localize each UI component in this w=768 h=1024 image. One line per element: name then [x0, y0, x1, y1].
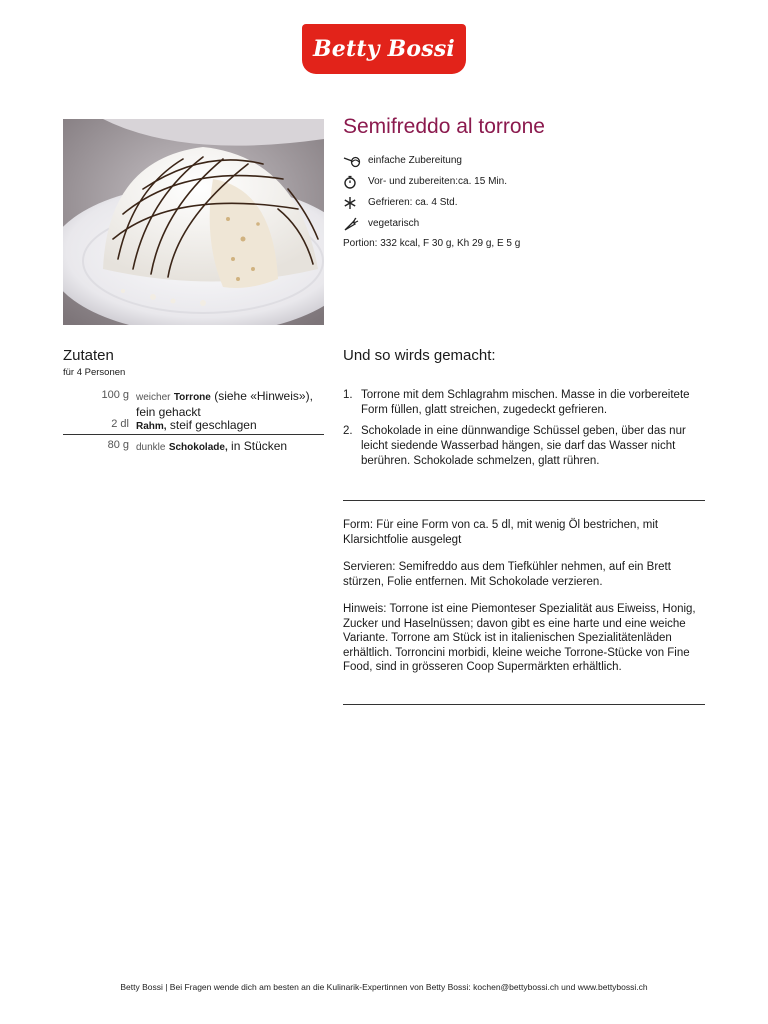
ingredient-desc — [136, 389, 332, 420]
whisk-icon — [343, 154, 361, 168]
info-freeze-time-text: Gefrieren: ca. 4 Std. — [368, 197, 458, 208]
note-text: Torrone ist eine Piemonteser Spezialität aus Eiweiss, Honig, Zucker und Haselnüssen; davon gibt es eine harte und eine weiche Variante. Torrone am Stück ist in italienischen Spezialitätenläden erhältlich. Torroncini morbidi, kleine weiche Torrone-Stücke von Fine Food, sind in grösseren Coop Supermärkten erhältlich. — [343, 603, 696, 673]
method-step — [343, 388, 705, 418]
ingredient-qty: 2 dl — [111, 418, 129, 430]
ingredient-qty: 100 g — [101, 389, 129, 401]
ingredient-row — [63, 389, 324, 419]
ingredient-rest: steif geschlagen — [166, 418, 257, 432]
note-form — [343, 518, 705, 547]
info-freeze-time — [343, 192, 520, 213]
recipe-title: Semifreddo al torrone — [343, 115, 545, 138]
method-heading: Und so wirds gemacht: — [343, 347, 496, 364]
info-difficulty-text: einfache Zubereitung — [368, 155, 462, 166]
recipe-info — [343, 150, 520, 249]
step-text: Torrone mit dem Schlagrahm mischen. Masse in die vorbereitete Form füllen, glatt streichen, zugedeckt gefrieren. — [361, 389, 690, 416]
info-prep-time-text: Vor- und zubereiten:ca. 15 Min. — [368, 176, 507, 187]
ingredient-rest: in Stücken — [227, 439, 288, 453]
step-text: Schokolade in eine dünnwandige Schüssel geben, über das nur leicht siedende Wasserbad hängen, sie darf das Wasser nicht berühren. Schokolade schmelzen, glatt rühren. — [361, 425, 686, 467]
ingredient-row — [63, 439, 324, 454]
step-number: 1. — [343, 389, 353, 401]
note-serving — [343, 560, 705, 589]
logo-text: Betty Bossi — [313, 36, 455, 62]
method-steps — [343, 388, 705, 475]
brand-logo[interactable] — [302, 24, 466, 74]
info-vegetarian — [343, 213, 520, 234]
method-step — [343, 424, 705, 469]
section-divider — [343, 500, 705, 501]
ingredient-row — [63, 418, 324, 433]
note-label: Hinweis: — [343, 603, 387, 615]
ingredient-divider — [63, 434, 324, 435]
info-prep-time — [343, 171, 520, 192]
snowflake-icon — [343, 196, 361, 210]
note-text: Semifreddo aus dem Tiefkühler nehmen, auf ein Brett stürzen, Folie entfernen. Mit Schokolade verzieren. — [343, 561, 671, 588]
portion-nutrition: Portion: 332 kcal, F 30 g, Kh 29 g, E 5 g — [343, 238, 521, 249]
page-footer: Betty Bossi | Bei Fragen wende dich am besten an die Kulinarik-Expertinnen von Betty Bossi: kochen@bettybossi.ch und www.bettybossi.ch — [120, 982, 648, 992]
carrot-icon — [343, 217, 361, 231]
note-hint — [343, 602, 705, 675]
ingredient-desc — [136, 439, 332, 455]
ingredient-name: Schokolade, — [168, 442, 228, 453]
ingredient-rest: (siehe «Hinweis»), fein gehackt — [136, 389, 313, 419]
ingredients-heading: Zutaten — [63, 347, 114, 364]
ingredient-name: Rahm, — [136, 421, 167, 432]
ingredient-adj: weicher — [136, 392, 171, 403]
note-label: Servieren: — [343, 561, 396, 573]
stopwatch-icon — [343, 175, 361, 189]
info-difficulty — [343, 150, 520, 171]
recipe-photo — [63, 119, 324, 325]
section-divider — [343, 704, 705, 705]
ingredient-name: Torrone — [173, 392, 211, 403]
ingredient-qty: 80 g — [107, 439, 129, 451]
servings-label: für 4 Personen — [63, 367, 126, 378]
ingredient-desc — [136, 418, 332, 434]
step-number: 2. — [343, 425, 353, 437]
note-label: Form: — [343, 519, 374, 531]
info-vegetarian-text: vegetarisch — [368, 218, 420, 229]
note-text: Für eine Form von ca. 5 dl, mit wenig Öl bestrichen, mit Klarsichtfolie ausgelegt — [343, 519, 659, 546]
recipe-notes — [343, 518, 705, 688]
ingredient-adj: dunkle — [136, 442, 166, 453]
